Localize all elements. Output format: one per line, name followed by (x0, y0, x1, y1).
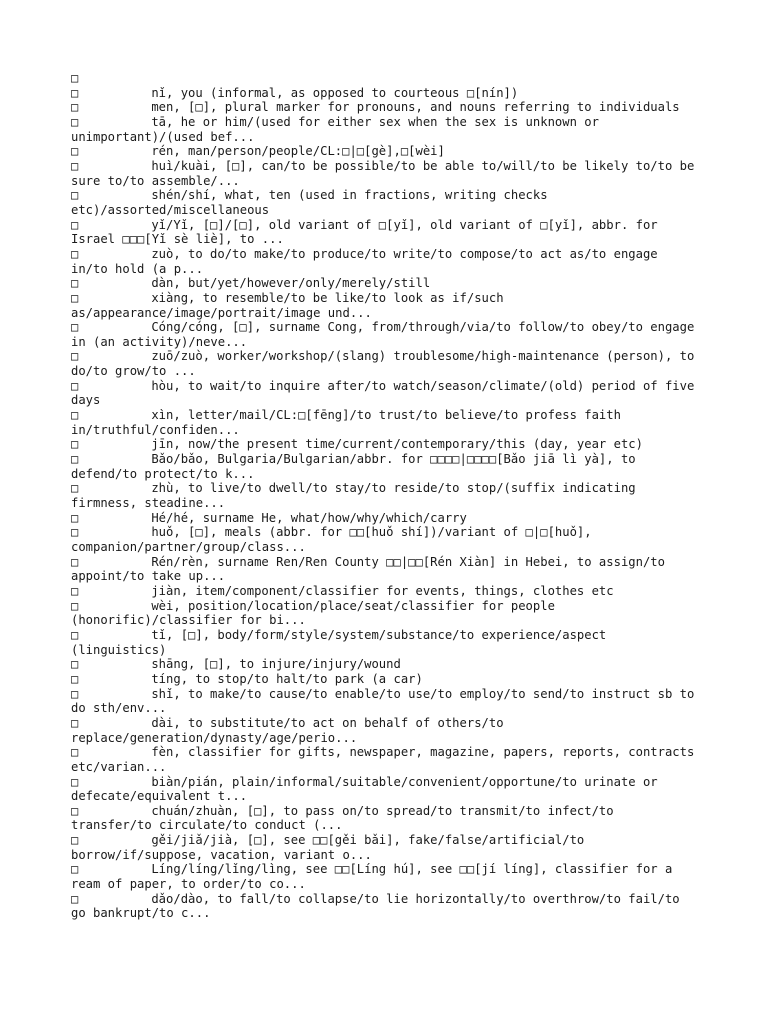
entry-marker: □ (71, 144, 79, 159)
dictionary-entry (71, 657, 701, 672)
entry-marker: □ (71, 452, 79, 467)
entry-definition: men, [□], plural marker for pronouns, and nouns referring to individuals (151, 100, 680, 115)
dictionary-entry (71, 291, 701, 320)
entry-marker: □ (71, 583, 79, 598)
entry-marker: □ (71, 833, 79, 848)
dictionary-entry (71, 115, 701, 144)
entry-list (71, 86, 701, 921)
dictionary-page (71, 71, 701, 921)
dictionary-entry (71, 628, 701, 657)
entry-marker: □ (71, 85, 79, 100)
entry-marker: □ (71, 349, 79, 364)
dictionary-entry (71, 804, 701, 833)
dictionary-entry (71, 452, 701, 481)
dictionary-entry (71, 379, 701, 408)
dictionary-entry (71, 775, 701, 804)
entry-marker: □ (71, 657, 79, 672)
entry-marker: □ (71, 745, 79, 760)
dictionary-entry (71, 687, 701, 716)
dictionary-entry (71, 525, 701, 554)
dictionary-entry (71, 584, 701, 599)
entry-definition: nǐ, you (informal, as opposed to courteous □[nín]) (151, 85, 519, 100)
entry-definition: dàn, but/yet/however/only/merely/still (151, 276, 431, 291)
dictionary-entry (71, 218, 701, 247)
entry-marker: □ (71, 437, 79, 452)
entry-marker: □ (71, 320, 79, 335)
dictionary-entry (71, 833, 701, 862)
entry-definition: zhù, to live/to dwell/to stay/to reside/to stop/(suffix indicating firmness, steadine... (71, 481, 643, 511)
dictionary-entry (71, 408, 701, 437)
entry-marker: □ (71, 158, 79, 173)
entry-definition: huì/kuài, [□], can/to be possible/to be able to/will/to be likely to/to be sure to/to assemble/... (71, 158, 702, 188)
dictionary-entry (71, 247, 701, 276)
entry-definition: Rén/rèn, surname Ren/Ren County □□|□□[Rén Xiàn] in Hebei, to assign/to appoint/to take up... (71, 554, 673, 584)
entry-definition: zuò, to do/to make/to produce/to write/to compose/to act as/to engage in/to hold (a p... (71, 246, 665, 276)
entry-marker: □ (71, 554, 79, 569)
dictionary-entry (71, 511, 701, 526)
entry-marker: □ (71, 114, 79, 129)
blank-entry-marker: □ (71, 71, 79, 85)
entry-definition: hòu, to wait/to inquire after/to watch/season/climate/(old) period of five days (71, 378, 702, 408)
entry-definition: gěi/jiǎ/jià, [□], see □□[gěi bǎi], fake/false/artificial/to borrow/if/suppose, vacation, variant o... (71, 833, 592, 862)
entry-definition: shāng, [□], to injure/injury/wound (151, 657, 401, 672)
entry-definition: Bǎo/bǎo, Bulgaria/Bulgarian/abbr. for □□□□|□□□□[Bǎo jiā lì yà], to defend/to protect/to k... (71, 452, 643, 481)
entry-definition: xìn, letter/mail/CL:□[fēng]/to trust/to believe/to profess faith in/truthful/confiden... (71, 408, 629, 437)
entry-definition: huǒ, [□], meals (abbr. for □□[huǒ shí])/variant of □|□[huǒ], companion/partner/group/class... (71, 525, 599, 554)
entry-marker: □ (71, 598, 79, 613)
entry-definition: jiàn, item/component/classifier for events, things, clothes etc (151, 583, 614, 598)
dictionary-entry (71, 555, 701, 584)
entry-definition: Hé/hé, surname He, what/how/why/which/carry (151, 510, 467, 525)
entry-marker: □ (71, 100, 79, 115)
dictionary-entry (71, 437, 701, 452)
dictionary-entry (71, 276, 701, 291)
entry-marker: □ (71, 481, 79, 496)
entry-definition: rén, man/person/people/CL:□|□[gè],□[wèi] (151, 144, 445, 159)
dictionary-entry (71, 144, 701, 159)
dictionary-entry (71, 481, 701, 510)
entry-marker: □ (71, 276, 79, 291)
entry-definition: fèn, classifier for gifts, newspaper, magazine, papers, reports, contracts etc/varian... (71, 745, 702, 774)
dictionary-entry (71, 320, 701, 349)
entry-definition: Cóng/cóng, [□], surname Cong, from/through/via/to follow/to obey/to engage in (an activity)/neve... (71, 320, 702, 349)
entry-marker: □ (71, 686, 79, 701)
dictionary-entry (71, 892, 701, 921)
dictionary-entry (71, 349, 701, 378)
entry-definition: xiàng, to resemble/to be like/to look as if/such as/appearance/image/portrait/image und... (71, 290, 511, 320)
entry-marker: □ (71, 715, 79, 730)
entry-marker: □ (71, 671, 79, 686)
entry-definition: wèi, position/location/place/seat/classifier for people (honorific)/classifier for bi... (71, 598, 563, 628)
dictionary-entry (71, 672, 701, 687)
dictionary-entry (71, 862, 701, 891)
entry-definition: dǎo/dào, to fall/to collapse/to lie horizontally/to overthrow/to fail/to go bankrupt/to c... (71, 891, 687, 921)
entry-definition: tā, he or him/(used for either sex when the sex is unknown or unimportant)/(used bef... (71, 114, 607, 144)
entry-marker: □ (71, 290, 79, 305)
entry-marker: □ (71, 510, 79, 525)
entry-definition: biàn/pián, plain/informal/suitable/convenient/opportune/to urinate or defecate/equivalent t... (71, 774, 665, 804)
entry-definition: shén/shí, what, ten (used in fractions, writing checks etc)/assorted/miscellaneous (71, 188, 555, 217)
entry-definition: dài, to substitute/to act on behalf of others/to replace/generation/dynasty/age/perio... (71, 715, 511, 745)
entry-definition: shǐ, to make/to cause/to enable/to use/to employ/to send/to instruct sb to do sth/env... (71, 686, 702, 716)
entry-definition: yǐ/Yǐ, [□]/[□], old variant of □[yǐ], old variant of □[yǐ], abbr. for Israel □□□[Yǐ sè liè], to ... (71, 217, 665, 247)
entry-marker: □ (71, 188, 79, 203)
entry-marker: □ (71, 627, 79, 642)
dictionary-entry (71, 599, 701, 628)
dictionary-entry (71, 745, 701, 774)
dictionary-entry (71, 716, 701, 745)
entry-definition: tíng, to stop/to halt/to park (a car) (151, 671, 423, 686)
entry-marker: □ (71, 378, 79, 393)
entry-marker: □ (71, 217, 79, 232)
entry-marker: □ (71, 774, 79, 789)
entry-marker: □ (71, 862, 79, 877)
entry-marker: □ (71, 891, 79, 906)
entry-marker: □ (71, 525, 79, 540)
entry-definition: Líng/líng/lǐng/lìng, see □□[Líng hú], see □□[jí líng], classifier for a ream of paper, to order/to co... (71, 862, 680, 892)
entry-definition: zuō/zuò, worker/workshop/(slang) troublesome/high-maintenance (person), to do/to grow/to ... (71, 349, 702, 379)
entry-definition: chuán/zhuàn, [□], to pass on/to spread/to transmit/to infect/to transfer/to circulate/to conduct (... (71, 803, 621, 833)
entry-marker: □ (71, 246, 79, 261)
dictionary-entry (71, 159, 701, 188)
dictionary-entry (71, 100, 701, 115)
dictionary-entry (71, 86, 701, 101)
entry-definition: tǐ, [□], body/form/style/system/substance/to experience/aspect (linguistics) (71, 627, 614, 657)
entry-marker: □ (71, 408, 79, 423)
entry-marker: □ (71, 803, 79, 818)
entry-definition: jīn, now/the present time/current/contemporary/this (day, year etc) (151, 437, 643, 452)
dictionary-entry (71, 188, 701, 217)
